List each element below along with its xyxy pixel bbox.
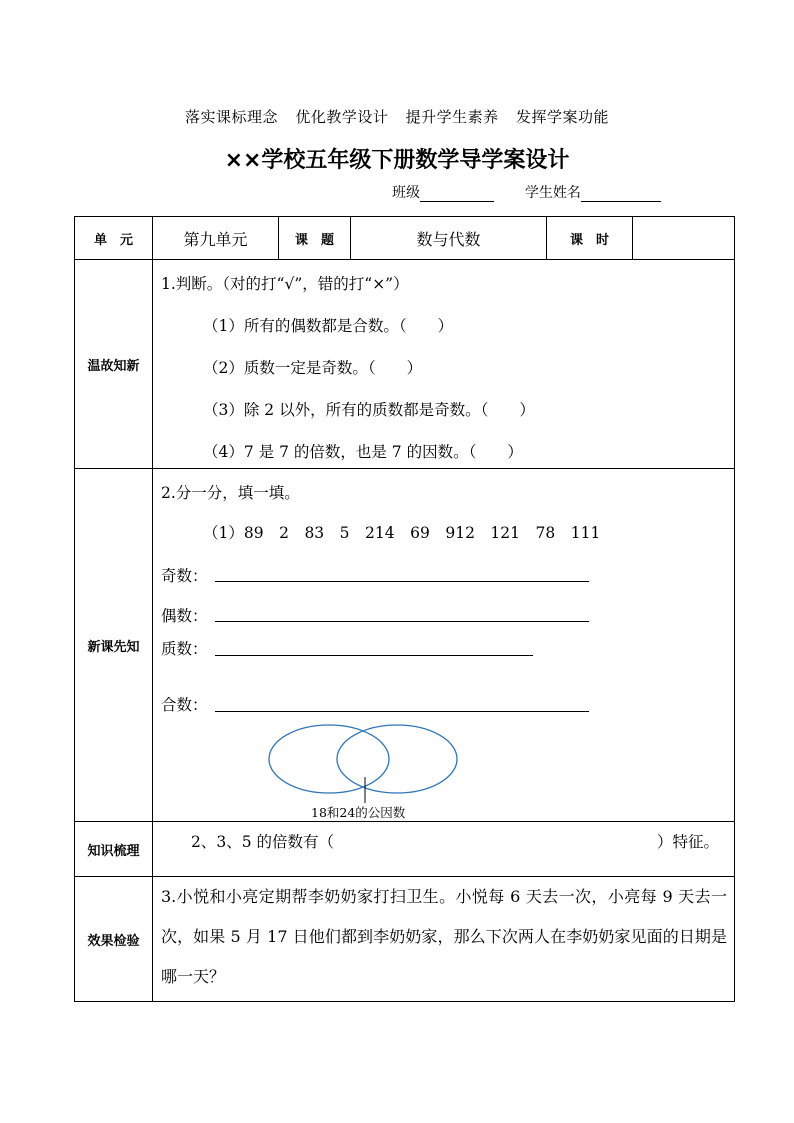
- unit-label: 单 元: [75, 217, 153, 260]
- number-list: （1）89 2 83 5 214 69 912 121 78 111: [203, 524, 601, 542]
- table-header-row: [75, 217, 735, 260]
- preview-question: 2.分一分，填一填。: [161, 484, 300, 502]
- slogan-line: [0, 106, 794, 127]
- review-label: 温故知新: [75, 260, 153, 469]
- review-item-1: （1）所有的偶数都是合数。（ ）: [203, 317, 454, 335]
- review-item-2: （2）质数一定是奇数。（ ）: [203, 359, 423, 377]
- name-field[interactable]: [581, 187, 661, 202]
- class-label: 班级: [392, 185, 420, 201]
- page-title: ××学校五年级下册数学导学案设计: [224, 148, 570, 173]
- summary-text-after: ）特征。: [657, 833, 720, 851]
- venn-diagram: [267, 723, 463, 803]
- composite-answer-line[interactable]: [215, 711, 589, 712]
- summary-text-before: 2、3、5 的倍数有（: [191, 833, 335, 851]
- summary-content: [153, 822, 735, 877]
- period-value[interactable]: [633, 217, 735, 260]
- review-question: 1.判断。（对的打“√”，错的打“×”）: [161, 275, 409, 293]
- preview-row: [75, 469, 735, 822]
- venn-label: 18和24的公因数: [311, 805, 406, 820]
- slogan-2: 优化教学设计: [295, 108, 389, 126]
- lesson-table: [74, 216, 735, 1002]
- topic-value: 数与代数: [351, 217, 547, 260]
- odd-answer-line[interactable]: [215, 581, 589, 582]
- class-field[interactable]: [420, 187, 494, 202]
- student-info: [392, 182, 661, 202]
- composite-label: 合数：: [161, 696, 208, 714]
- check-row: [75, 877, 735, 1002]
- venn-circle-left: [269, 725, 389, 793]
- review-item-4: （4）7 是 7 的倍数，也是 7 的因数。（ ）: [203, 443, 523, 461]
- odd-label: 奇数：: [161, 567, 208, 585]
- unit-value: 第九单元: [153, 217, 279, 260]
- even-label: 偶数：: [161, 607, 208, 625]
- preview-content: [153, 469, 735, 822]
- topic-label: 课 题: [279, 217, 351, 260]
- summary-label: 知识梳理: [75, 822, 153, 877]
- check-label: 效果检验: [75, 877, 153, 1002]
- even-answer-line[interactable]: [215, 621, 589, 622]
- period-label: 课 时: [547, 217, 633, 260]
- review-content: [153, 260, 735, 469]
- prime-label: 质数：: [161, 640, 208, 658]
- preview-label: 新课先知: [75, 469, 153, 822]
- summary-row: [75, 822, 735, 877]
- slogan-4: 发挥学案功能: [515, 108, 609, 126]
- name-label: 学生姓名: [524, 185, 581, 201]
- review-item-3: （3）除 2 以外，所有的质数都是奇数。（ ）: [203, 401, 535, 419]
- slogan-1: 落实课标理念: [185, 108, 279, 126]
- prime-answer-line[interactable]: [215, 655, 533, 656]
- check-content: [153, 877, 735, 1002]
- review-row: [75, 260, 735, 469]
- venn-circle-right: [337, 725, 457, 793]
- check-question: 3.小悦和小亮定期帮李奶奶家打扫卫生。小悦每 6 天去一次，小亮每 9 天去一次，如果 5 月 17 日他们都到李奶奶家，那么下次两人在李奶奶家见面的日期是哪一天？: [161, 887, 727, 986]
- slogan-3: 提升学生素养: [405, 108, 499, 126]
